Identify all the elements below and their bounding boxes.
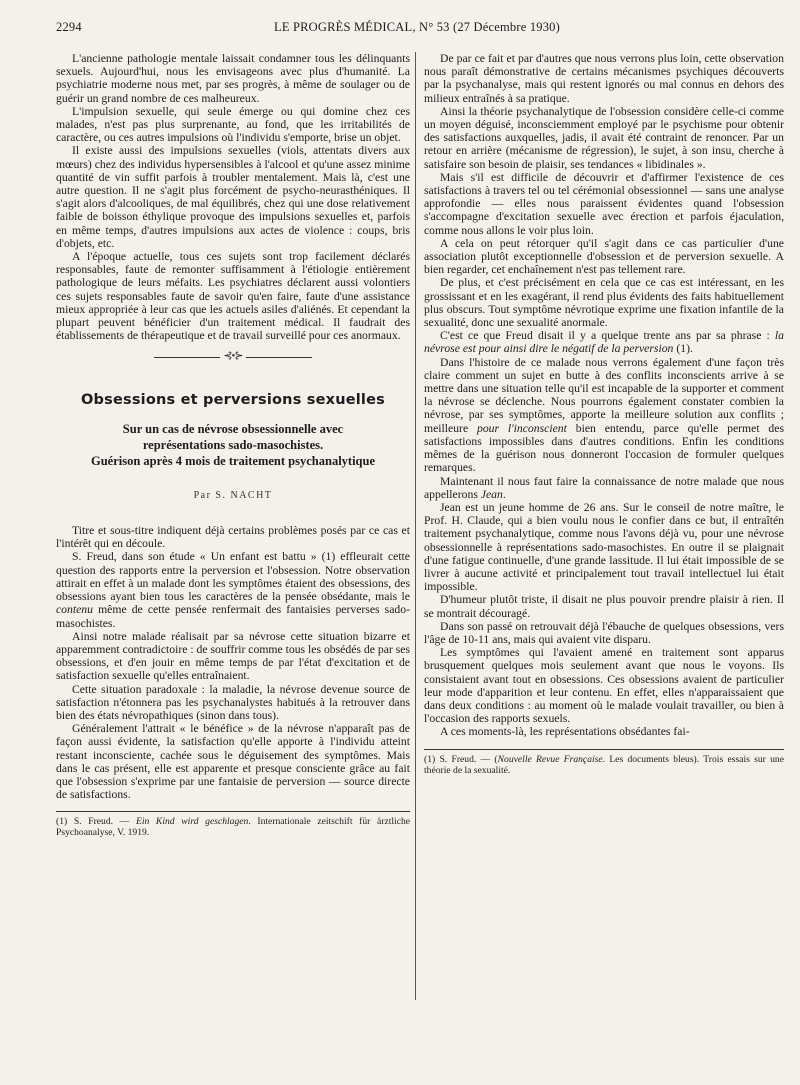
paragraph: L'ancienne pathologie mentale laissait condamner tous les délinquants sexuels. Aujourd'hui, nous les envisageons avec plus d'humanité. La psychiatrie moderne nous met, par ses progrès, à même de soulager ou de guérir un grand nombre de ces malheureux. xyxy=(56,52,410,105)
paragraph: De plus, et c'est précisément en cela que ce cas est intéressant, en les grossissant et en les exagérant, il rend plus évidents des faits habituellement plus obscurs. Tout symptôme névrotique exprime une fixation infantile de la sexualité, donc une sexualité anormale. xyxy=(424,276,784,330)
article-title: Obsessions et perversions sexuelles xyxy=(81,391,385,408)
paragraph: Ainsi la théorie psychanalytique de l'obsession considère celle-ci comme un moyen déguisé, inconsciemment employé par le psychisme pour obtenir des satisfactions auxquelles, jadis, il avait été contraint de renoncer. Par un retour en arrière (mécanisme de régression), le sujet, à son insu, cherche à satisfaire son besoin de plaisir, ses tendances « libidinales ». xyxy=(424,104,784,171)
journal-title: LE PROGRÈS MÉDICAL, N° 53 (27 Décembre 1930) xyxy=(274,20,560,34)
paragraph: Titre et sous-titre indiquent déjà certains problèmes posés par ce cas et l'intérêt qui en découle. xyxy=(56,524,410,551)
emphasis: Nouvelle Revue Française xyxy=(497,753,603,765)
paragraph: Cette situation paradoxale : la maladie, la névrose devenue source de satisfaction n'étonnera pas les psychanalystes habitués à la retrouver dans bien des états névropathiques (sinon dans tous). xyxy=(56,682,410,722)
text-run: . xyxy=(502,487,506,501)
paragraph: Mais s'il est difficile de découvrir et d'affirmer l'existence de ces satisfactions à travers tel ou tel cérémonial obsessionnel — sans une analyse approfondie — elles nous paraissent évidentes quand l'obsession s'accompagne d'excitation sexuelle avec érection et parfois éjaculation, comme nous allons le voir plus loin. xyxy=(424,170,784,237)
paragraph xyxy=(424,475,784,501)
paragraph: A cela on peut rétorquer qu'il s'agit dans ce cas particulier d'une association plutôt exceptionnelle d'obsession et de perversion sexuelle. A bien regarder, cet enchaînement n'est pas tellement rare. xyxy=(424,236,784,277)
text-run: (1). xyxy=(673,342,693,356)
subtitle-line-3: Guérison après 4 mois de traitement psychanalytique xyxy=(90,453,376,468)
subtitle-line-1: Sur un cas de névrose obsessionnelle avec xyxy=(122,421,344,436)
paragraph: Il existe aussi des impulsions sexuelles (viols, attentats divers aux mœurs) chez des individus hypersensibles à l'alcool et qu'une assez minime quantité de vin suffit parfois à troubler mentalement. Mais là, c'est une autre question. Il ne s'agit plus forcément de psycho-neurasthéniques. Il s'agit alors d'alcooliques, de mal équilibrés, chez qui une dose relativement faible de boisson éthylique provoque des impulsions sexuelles et, parfois en même temps, d'autres impulsions aux actes de violence : coups, bris d'objets, etc. xyxy=(56,144,410,250)
paragraph: A l'époque actuelle, tous ces sujets sont trop facilement déclarés responsables, faute de remonter suffisamment à l'étiologie entièrement pathologique de leurs méfaits. Les psychiatres déclarent aussi volontiers ces sujets responsables faute de savoir qu'en faire, faute d'une assistance mieux appropriée à leur cas que les actuels asiles d'aliénés. Et cependant la plupart peuvent bénéficier d'un traitement médical. Il faudrait des établissements de thérapeutique et de travail surveillé pour ces anormaux. xyxy=(56,250,410,343)
text-run: C'est ce que Freud disait il y a quelque trente ans par sa phrase : xyxy=(440,329,775,343)
text-run: (1) S. Freud. — ( xyxy=(424,753,498,765)
paragraph xyxy=(424,356,784,475)
paragraph: D'humeur plutôt triste, il disait ne plus pouvoir prendre plaisir à rien. Il se montrait découragé. xyxy=(424,593,784,620)
text-run: . Internationale zeitschift für ärztliche Psychoanalyse, V. 1919. xyxy=(56,816,411,839)
paragraph: L'impulsion sexuelle, qui seule émerge ou qui domine chez ces malades, n'est pas plus surprenante, au fond, que les irritabilités de caractère, ou ces autres impulsions où l'individu s'emporte, brise un objet. xyxy=(56,104,410,145)
text-run: Dans l'histoire de ce malade nous verrons également d'une façon très claire comment un sujet en butte à des conflits inconscients arrive à se mettre dans une situation telle qu'il est incapable de la supporter et comment la névrose se déclenche. Nous pourrons également constater combien la névrose, par ses symptômes, apporte la meilleure solution aux conflits ; meilleure xyxy=(424,355,784,435)
section-ornament xyxy=(56,350,410,363)
text-run: bien entendu, parce qu'elle permet des satisfactions impossibles dans d'autres conditions. Enfin les conditions mêmes de la guérison nous donneront l'occasion de formuler quelques remarques. xyxy=(424,421,784,475)
text-run: (1) S. Freud. — xyxy=(56,816,136,828)
emphasis: Ein Kind wird geschlagen xyxy=(135,816,249,828)
footnote-rule xyxy=(56,811,410,812)
footnote xyxy=(424,754,784,776)
page-number: 2294 xyxy=(56,20,82,34)
left-column xyxy=(56,52,410,838)
paragraph: De par ce fait et par d'autres que nous verrons plus loin, cette observation nous paraît démonstrative de certains mécanismes psychiques découverts par la psychanalyse, mais qui restent ignorés ou mal connus en dehors des milieux entraînés à sa pratique. xyxy=(424,52,784,105)
paragraph: A ces moments-là, les représentations obsédantes fai- xyxy=(440,725,690,739)
paragraph: Jean est un jeune homme de 26 ans. Sur le conseil de notre maître, le Prof. H. Claude, qui a bien voulu nous le confier dans ce but, il entraîtén traitement psychanalytique, comme nous l'avons déjà vu, pour une névrose obsessionnelle à représentations sado-masochistes. En outre il se plaignait d'une fatigue continuelle, d'une grande lassitude. Il lui était impossible de se livrer à aucune activité et principalement tout travail intellectuel lui était impossible. xyxy=(424,500,784,594)
emphasis: la névrose est pour ainsi dire le négatif de la perversion xyxy=(424,329,784,356)
paragraph: Les symptômes qui l'avaient amené en traitement sont apparus brusquement quelques mois seulement avant que nous le voyons. Ils consistaient avant tout en obsessions. Ces obsessions avaient de particulier leur mode d'apparition et leur contenu. En effet, elles n'apparaissaient que dans deux conditions : au moment où le malade voulait travailler, ou bien à l'occasion des rapports sexuels. xyxy=(424,646,784,726)
running-header xyxy=(56,20,788,40)
footnote-rule xyxy=(424,749,784,750)
text-run: . Les documents bleus). Trois essais sur une théorie de la sexualité. xyxy=(424,753,784,776)
paragraph: Généralement l'attrait « le bénéfice » de la névrose n'apparaît pas de façon aussi évidente, la satisfaction qu'elle apporte à l'individu atteint restant inconsciente, cachée sous le déguisement des symptômes. Mais dans le cas présent, elle est apparente et presque consciente grâce au fait que l'obsession s'exprime par une fantaisie de perversion — source directe de satisfactions. xyxy=(56,722,410,802)
footnote xyxy=(56,816,410,838)
article-subtitle xyxy=(56,421,410,469)
emphasis: Jean xyxy=(480,487,503,501)
right-column xyxy=(424,52,784,776)
emphasis: contenu xyxy=(56,603,93,617)
article-author: Par S. NACHT xyxy=(193,489,273,501)
text-run: S. Freud, dans son étude « Un enfant est battu » (1) effleurait cette question des rapports entre la perversion et l'obsession. Notre observation attirait en effet à un malade dont les symptômes étaient des obsessions, des obsessions ayant bien tous les caractères de la pensée obsédante, mais le xyxy=(56,550,410,604)
ornament-glyph: ⊰•⊱ xyxy=(223,350,243,363)
text-run: même de cette pensée renfermait des fantaisies perverses sado-masochistes. xyxy=(56,603,410,630)
paragraph xyxy=(56,550,410,629)
paragraph: Ainsi notre malade réalisait par sa névrose cette situation bizarre et apparemment contradictoire : de souffrir comme tous les obsédés de par ses obsessions, et d'en jouir en même temps de par l'état d'excitation et de satisfaction sexuelle qu'elles entraînaient. xyxy=(56,629,410,683)
emphasis: pour l'inconscient xyxy=(476,421,567,435)
subtitle-line-2: représentations sado-masochistes. xyxy=(142,437,324,452)
text-run: Maintenant il nous faut faire la connaissance de notre malade que nous appellerons xyxy=(424,474,784,501)
paragraph: Dans son passé on retrouvait déjà l'ébauche de quelques obsessions, vers l'âge de 10-11 ans, mais qui avaient vite disparu. xyxy=(424,619,784,646)
column-divider xyxy=(415,52,416,1000)
paragraph xyxy=(424,329,784,355)
